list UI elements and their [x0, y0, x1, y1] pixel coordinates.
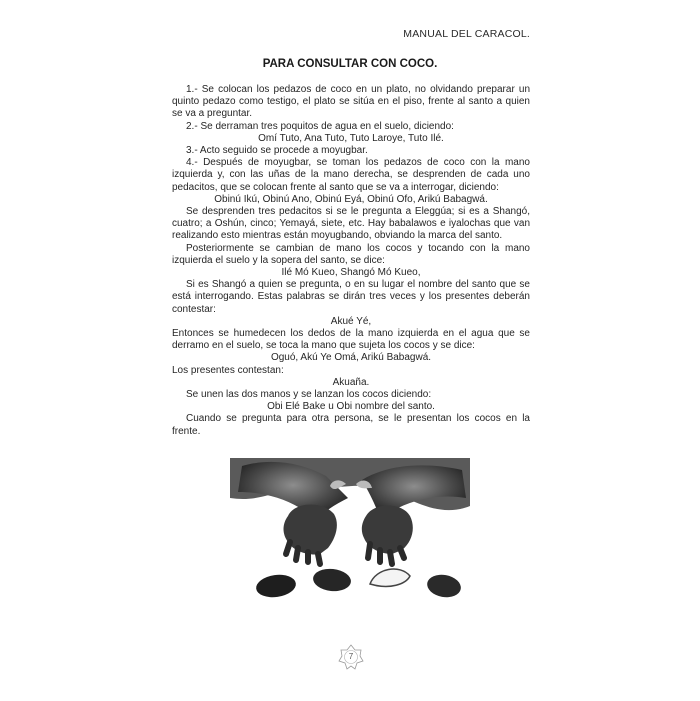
step-2-paragraph: 2.- Se derraman tres poquitos de agua en el suelo, diciendo:	[186, 120, 454, 132]
body-text	[172, 84, 530, 438]
prayer-line: Obi Elé Bake u Obi nombre del santo.	[267, 401, 435, 413]
body-paragraph: Cuando se pregunta para otra persona, se le presentan los cocos en la frente.	[172, 413, 530, 437]
body-paragraph: Los presentes contestan:	[172, 364, 284, 376]
prayer-line: Ilé Mó Kueo, Shangó Mó Kueo,	[281, 267, 421, 279]
prayer-line: Oguó, Akú Ye Omá, Arikú Babagwá.	[270, 352, 432, 364]
step-4-paragraph: 4.- Después de moyugbar, se toman los pedazos de coco con la mano izquierda y, con las uñas de la mano derecha, se desprenden de cada uno pedacitos, que se colocan frente al santo que se va a interrogar, diciendo:	[172, 157, 530, 193]
page-number-label: 7	[348, 652, 354, 661]
running-header: MANUAL DEL CARACOL.	[403, 28, 530, 40]
page-title: PARA CONSULTAR CON COCO.	[262, 58, 438, 70]
coconut-divination-photo	[230, 458, 470, 618]
body-paragraph: Si es Shangó a quien se pregunta, o en su lugar el nombre del santo que se está interrogando. Estas palabras se dirán tres veces y los presentes deberán contestar:	[172, 279, 530, 315]
prayer-line: Omí Tuto, Ana Tuto, Tuto Laroye, Tuto Ilé.	[258, 132, 444, 144]
body-paragraph: Posteriormente se cambian de mano los cocos y tocando con la mano izquierda el suelo y la sopera del santo, se dice:	[172, 242, 530, 266]
response-line: Akué Yé,	[330, 315, 372, 327]
prayer-line: Obinú Ikú, Obinú Ano, Obinú Eyá, Obinú Ofo, Arikú Babagwá.	[214, 193, 488, 205]
step-3-paragraph: 3.- Acto seguido se procede a moyugbar.	[186, 145, 368, 157]
body-paragraph: Entonces se humedecen los dedos de la mano izquierda en el agua que se derramo en el suelo, se toca la mano que sujeta los cocos y se dice:	[172, 328, 530, 352]
body-paragraph: Se desprenden tres pedacitos si se le pregunta a Eleggúa; si es a Shangó, cuatro; a Oshún, cinco; Yemayá, siete, etc. Hay babalawos e iyalochas que van realizando esto mientras están moyugbando, obviando la marca del santo.	[172, 206, 530, 242]
response-line: Akuaña.	[332, 376, 370, 388]
page-number	[336, 642, 366, 672]
step-1-paragraph: 1.- Se colocan los pedazos de coco en un plato, no olvidando preparar un quinto pedazo como testigo, el plato se sitúa en el piso, frente al santo a quien se va a preguntar.	[172, 84, 530, 120]
body-paragraph: Se unen las dos manos y se lanzan los cocos diciendo:	[186, 389, 432, 401]
